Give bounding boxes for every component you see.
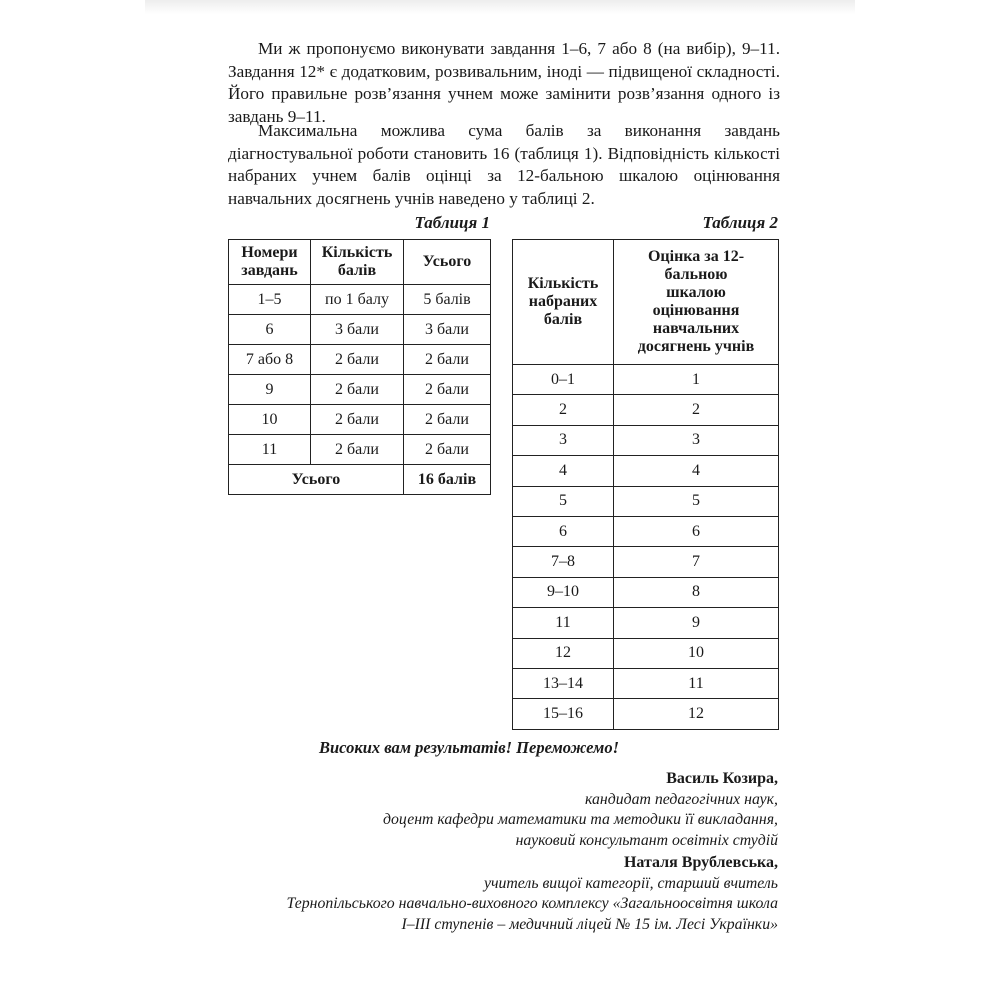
table1-total-row	[229, 465, 491, 495]
author-name: Василь Козира,	[666, 770, 778, 787]
author-title-line: І–ІІІ ступенів – медичний ліцей № 15 ім. Лесі Українки»	[401, 915, 778, 933]
table1-header-cell: Кількість балів	[311, 240, 404, 285]
table-cell: 2	[513, 395, 614, 425]
table-cell: 2 бали	[311, 345, 404, 375]
table-cell: 5	[614, 486, 779, 516]
table-cell: по 1 балу	[311, 285, 404, 315]
table-row	[229, 435, 491, 465]
table-cell: 5	[513, 486, 614, 516]
author-title-line: науковий консультант освітніх студій	[515, 831, 778, 849]
table-cell: 3	[513, 425, 614, 455]
table-cell: 10	[614, 638, 779, 668]
table-cell: 3 бали	[311, 315, 404, 345]
paragraph-scoring: Максимальна можлива сума балів за виконання завдань діагностувальної роботи становить 16 (таблиця 1). Відповідність кількості набраних учнем балів оцінці за 12-бальною шкалою оцінювання навчальних досягнень учнів наведено у таблиці 2.	[228, 121, 780, 208]
table-row	[513, 638, 779, 668]
table1-header-cell: Усього	[404, 240, 491, 285]
author-name: Наталя Врублевська,	[623, 854, 778, 871]
author-title-line: доцент кафедри математики та методики її викладання,	[383, 811, 778, 829]
table-cell: 9	[229, 375, 311, 405]
table-row	[229, 405, 491, 435]
table-cell: 7	[614, 547, 779, 577]
table1-total-label: Усього	[229, 465, 404, 495]
table-cell: 2 бали	[311, 435, 404, 465]
table-cell: 9	[614, 608, 779, 638]
table-cell: 2 бали	[404, 435, 491, 465]
table-row	[229, 315, 491, 345]
table-cell: 0–1	[513, 365, 614, 395]
table-cell: 11	[614, 668, 779, 698]
table-cell: 4	[614, 456, 779, 486]
table-cell: 2 бали	[311, 375, 404, 405]
table-cell: 9–10	[513, 577, 614, 607]
table1-header-row	[229, 240, 491, 285]
table-row	[513, 516, 779, 546]
table-row	[513, 395, 779, 425]
table-cell: 12	[614, 699, 779, 729]
table-cell: 6	[229, 315, 311, 345]
table2-header-cell: Оцінка за 12-бальною шкалою оцінювання навчальних досягнень учнів	[614, 240, 779, 365]
table-row	[513, 577, 779, 607]
table-cell: 7–8	[513, 547, 614, 577]
table-cell: 6	[614, 516, 779, 546]
table-row	[229, 375, 491, 405]
table-cell: 1–5	[229, 285, 311, 315]
table-row	[513, 608, 779, 638]
table-row	[513, 486, 779, 516]
signature-block-kozyra	[178, 769, 778, 851]
table-row	[513, 456, 779, 486]
table-cell: 2 бали	[404, 345, 491, 375]
table-row	[513, 699, 779, 729]
table-cell: 11	[229, 435, 311, 465]
table-row	[513, 668, 779, 698]
table-row	[513, 547, 779, 577]
table-row	[229, 285, 491, 315]
table-cell: 8	[614, 577, 779, 607]
table-cell: 3 бали	[404, 315, 491, 345]
table-cell: 1	[614, 365, 779, 395]
paragraph-tasks: Ми ж пропонуємо виконувати завдання 1–6, 7 або 8 (на вибір), 9–11. Завдання 12* є додатковим, розвивальним, іноді — підвищеної складності. Його правильне розв’язання учнем може замінити розв’язання одного із завдань 9–11.	[228, 39, 780, 126]
closing-wish: Високих вам результатів! Переможемо!	[318, 738, 620, 757]
table-row	[513, 425, 779, 455]
table-cell: 11	[513, 608, 614, 638]
table-cell: 10	[229, 405, 311, 435]
table-cell: 12	[513, 638, 614, 668]
table1-header-cell: Номери завдань	[229, 240, 311, 285]
table-cell: 3	[614, 425, 779, 455]
signature-block-vrublevska	[178, 853, 778, 935]
table-cell: 2 бали	[404, 405, 491, 435]
author-title-line: кандидат педагогічних наук,	[585, 790, 778, 808]
table1-points-per-task	[228, 239, 491, 495]
table-cell: 6	[513, 516, 614, 546]
author-title-line: Тернопільського навчально-виховного комплексу «Загальноосвітня школа	[286, 895, 778, 913]
table-cell: 15–16	[513, 699, 614, 729]
table2-caption: Таблиця 2	[702, 213, 778, 232]
table-cell: 4	[513, 456, 614, 486]
table-cell: 2 бали	[311, 405, 404, 435]
author-title-line: учитель вищої категорії, старший вчитель	[483, 874, 778, 892]
table2-grade-conversion	[512, 239, 779, 730]
table-cell: 2 бали	[404, 375, 491, 405]
table-row	[513, 365, 779, 395]
table-cell: 7 або 8	[229, 345, 311, 375]
table1-caption: Таблиця 1	[414, 213, 490, 232]
table-cell: 2	[614, 395, 779, 425]
table2-header-row	[513, 240, 779, 365]
table-cell: 13–14	[513, 668, 614, 698]
table-row	[229, 345, 491, 375]
table-cell: 5 балів	[404, 285, 491, 315]
table2-header-cell: Кількість набраних балів	[513, 240, 614, 365]
table1-total-value: 16 балів	[404, 465, 491, 495]
